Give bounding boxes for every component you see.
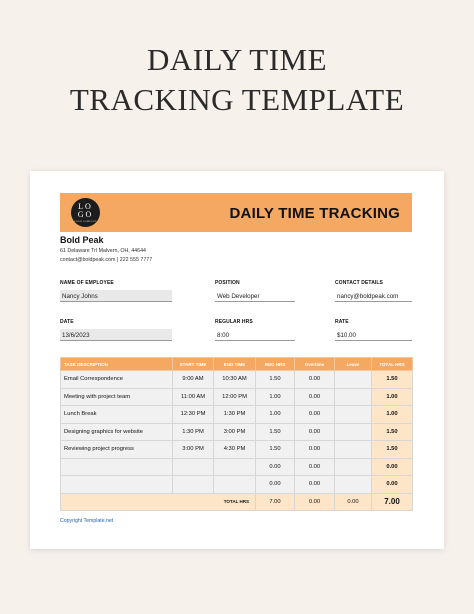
table-row [61, 441, 413, 459]
task-cell[interactable]: Designing graphics for website [61, 423, 173, 441]
time-log-table [60, 357, 413, 511]
total-cell[interactable]: 1.50 [372, 423, 413, 441]
leave-cell[interactable] [335, 406, 372, 424]
total-cell[interactable]: 0.00 [372, 476, 413, 494]
table-row [61, 406, 413, 424]
start-cell[interactable] [173, 458, 214, 476]
date-field[interactable]: 13/6/2023 [60, 329, 172, 341]
table-row [61, 388, 413, 406]
overtime-cell[interactable]: 0.00 [295, 476, 335, 494]
total-cell[interactable]: 1.50 [372, 441, 413, 459]
reg-cell[interactable]: 1.50 [256, 371, 295, 389]
overtime-cell[interactable]: 0.00 [295, 423, 335, 441]
rate-field[interactable]: $10.00 [335, 329, 412, 341]
start-cell[interactable]: 3:00 PM [173, 441, 214, 459]
table-header-row [61, 358, 413, 371]
col-header-overtime: Overtime [295, 358, 335, 371]
total-cell[interactable]: 1.00 [372, 406, 413, 424]
total-cell[interactable]: 1.00 [372, 388, 413, 406]
table-row [61, 458, 413, 476]
end-cell[interactable]: 12:00 PM [214, 388, 256, 406]
rate-label: RATE [335, 319, 349, 325]
task-cell[interactable]: Email Correspondence [61, 371, 173, 389]
col-header-task: TASK DESCRIPTION [61, 358, 173, 371]
reg-cell[interactable]: 1.00 [256, 406, 295, 424]
header-banner [60, 193, 412, 232]
leave-cell[interactable] [335, 458, 372, 476]
reg-cell[interactable]: 0.00 [256, 476, 295, 494]
reg-cell[interactable]: 1.00 [256, 388, 295, 406]
contact-details-field[interactable]: nancy@boldpeak.com [335, 290, 412, 302]
total-cell[interactable]: 0.00 [372, 458, 413, 476]
start-cell[interactable]: 9:00 AM [173, 371, 214, 389]
position-label: POSITION [215, 280, 240, 286]
leave-cell[interactable] [335, 423, 372, 441]
total-cell[interactable]: 1.50 [372, 371, 413, 389]
date-label: DATE [60, 319, 74, 325]
regular-hrs-label: REGULAR HRS [215, 319, 253, 325]
position-field[interactable]: Web Developer [215, 290, 295, 302]
end-cell[interactable]: 1:30 PM [214, 406, 256, 424]
table-row [61, 476, 413, 494]
task-cell[interactable]: Meeting with project team [61, 388, 173, 406]
overtime-cell[interactable]: 0.00 [295, 406, 335, 424]
employee-field[interactable]: Nancy Johns [60, 290, 172, 302]
regular-hrs-field[interactable]: 8:00 [215, 329, 295, 341]
copyright-link[interactable]: Copyright Template.net [60, 518, 114, 524]
total-overtime-value: 0.00 [295, 493, 335, 510]
start-cell[interactable] [173, 476, 214, 494]
overtime-cell[interactable]: 0.00 [295, 371, 335, 389]
col-header-reg: REG HRS [256, 358, 295, 371]
start-cell[interactable]: 11:00 AM [173, 388, 214, 406]
end-cell[interactable]: 3:00 PM [214, 423, 256, 441]
table-row [61, 423, 413, 441]
timesheet-document [30, 171, 444, 549]
page-title-line2: TRACKING TEMPLATE [69, 82, 405, 117]
employee-label: NAME OF EMPLOYEE [60, 280, 114, 286]
leave-cell[interactable] [335, 476, 372, 494]
leave-cell[interactable] [335, 371, 372, 389]
leave-cell[interactable] [335, 441, 372, 459]
start-cell[interactable]: 12:30 PM [173, 406, 214, 424]
grand-total-value: 7.00 [372, 493, 413, 510]
logo-subtext: LOGO COMPANY [74, 220, 97, 223]
logo-text-line1: LO [78, 202, 93, 211]
end-cell[interactable]: 4:30 PM [214, 441, 256, 459]
reg-cell[interactable]: 1.50 [256, 423, 295, 441]
start-cell[interactable]: 1:30 PM [173, 423, 214, 441]
task-cell[interactable] [61, 458, 173, 476]
task-cell[interactable]: Lunch Break [61, 406, 173, 424]
company-contact: contact@boldpeak.com | 222 555 7777 [60, 257, 153, 263]
end-cell[interactable]: 10:30 AM [214, 371, 256, 389]
col-header-start: START TIME [173, 358, 214, 371]
col-header-total: TOTAL HRS [372, 358, 413, 371]
total-row [61, 493, 413, 510]
task-cell[interactable] [61, 476, 173, 494]
reg-cell[interactable]: 1.50 [256, 441, 295, 459]
total-leave-value: 0.00 [335, 493, 372, 510]
document-title: DAILY TIME TRACKING [229, 205, 400, 222]
leave-cell[interactable] [335, 388, 372, 406]
company-name: Bold Peak [60, 235, 104, 245]
end-cell[interactable] [214, 476, 256, 494]
total-hrs-label: TOTAL HRS [61, 493, 256, 510]
end-cell[interactable] [214, 458, 256, 476]
total-reg-value: 7.00 [256, 493, 295, 510]
overtime-cell[interactable]: 0.00 [295, 441, 335, 459]
contact-details-label: CONTACT DETAILS [335, 280, 383, 286]
company-address: 61 Delaware Trl Malvern, OH, 44644 [60, 248, 146, 254]
reg-cell[interactable]: 0.00 [256, 458, 295, 476]
overtime-cell[interactable]: 0.00 [295, 388, 335, 406]
col-header-leave: Leave [335, 358, 372, 371]
table-row [61, 371, 413, 389]
company-logo [71, 198, 100, 227]
task-cell[interactable]: Reviewing project progress [61, 441, 173, 459]
page-title-line1: DAILY TIME [146, 42, 328, 77]
col-header-end: END TIME [214, 358, 256, 371]
overtime-cell[interactable]: 0.00 [295, 458, 335, 476]
logo-text-line2: GO [77, 210, 94, 219]
